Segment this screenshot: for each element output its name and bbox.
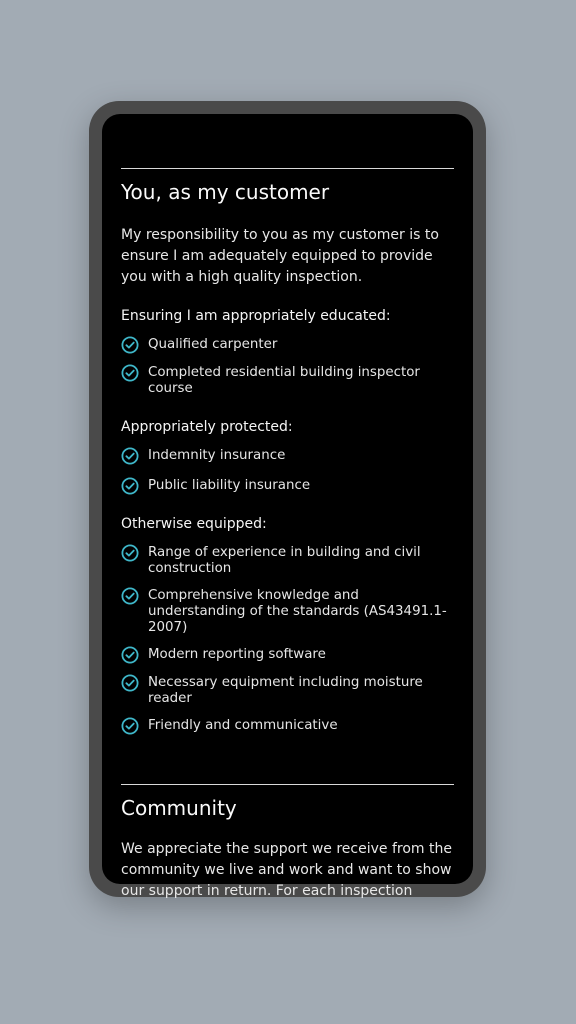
- section-divider: [121, 784, 454, 785]
- list-item-text: Completed residential building inspector course: [148, 365, 420, 396]
- list-item: [121, 448, 454, 464]
- list-item-text: Range of experience in building and civil construction: [148, 545, 421, 576]
- list-item: [121, 718, 454, 734]
- list-item-text: Qualified carpenter: [148, 337, 278, 352]
- list-item: [121, 478, 454, 494]
- list-equipped: [121, 545, 454, 734]
- list-protected: [121, 448, 454, 494]
- list-item-text: Indemnity insurance: [148, 448, 286, 463]
- section-title-community: Community: [121, 796, 237, 820]
- list-item-text: Modern reporting software: [148, 647, 326, 662]
- list-item-text: Public liability insurance: [148, 478, 311, 493]
- community-intro: We appreciate the support we receive from the community we live and work and want to show our support in return. For each inspection: [121, 841, 452, 899]
- list-item: [121, 545, 454, 577]
- list-item-text: Friendly and communicative: [148, 718, 338, 733]
- group-heading-equipped: Otherwise equipped:: [121, 516, 267, 532]
- check-circle-icon: [121, 717, 139, 735]
- list-item: [121, 365, 454, 397]
- check-circle-icon: [121, 447, 139, 465]
- section-title-customer: You, as my customer: [121, 180, 330, 204]
- group-heading-protected: Appropriately protected:: [121, 419, 293, 435]
- page-content: [121, 114, 454, 902]
- list-item: [121, 337, 454, 353]
- group-heading-educated: Ensuring I am appropriately educated:: [121, 308, 391, 324]
- list-item: [121, 675, 454, 707]
- list-educated: [121, 337, 454, 397]
- check-circle-icon: [121, 477, 139, 495]
- check-circle-icon: [121, 364, 139, 382]
- phone-frame: [89, 101, 486, 897]
- list-item: [121, 647, 454, 663]
- check-circle-icon: [121, 587, 139, 605]
- check-circle-icon: [121, 336, 139, 354]
- list-item: [121, 588, 454, 636]
- phone-screen[interactable]: [102, 114, 473, 899]
- section-divider: [121, 168, 454, 169]
- customer-intro: My responsibility to you as my customer is to ensure I am adequately equipped to provide you with a high quality inspection.: [121, 227, 439, 285]
- check-circle-icon: [121, 646, 139, 664]
- check-circle-icon: [121, 674, 139, 692]
- list-item-text: Necessary equipment including moisture reader: [148, 675, 423, 706]
- check-circle-icon: [121, 544, 139, 562]
- list-item-text: Comprehensive knowledge and understanding of the standards (AS43491.1-2007): [148, 588, 447, 635]
